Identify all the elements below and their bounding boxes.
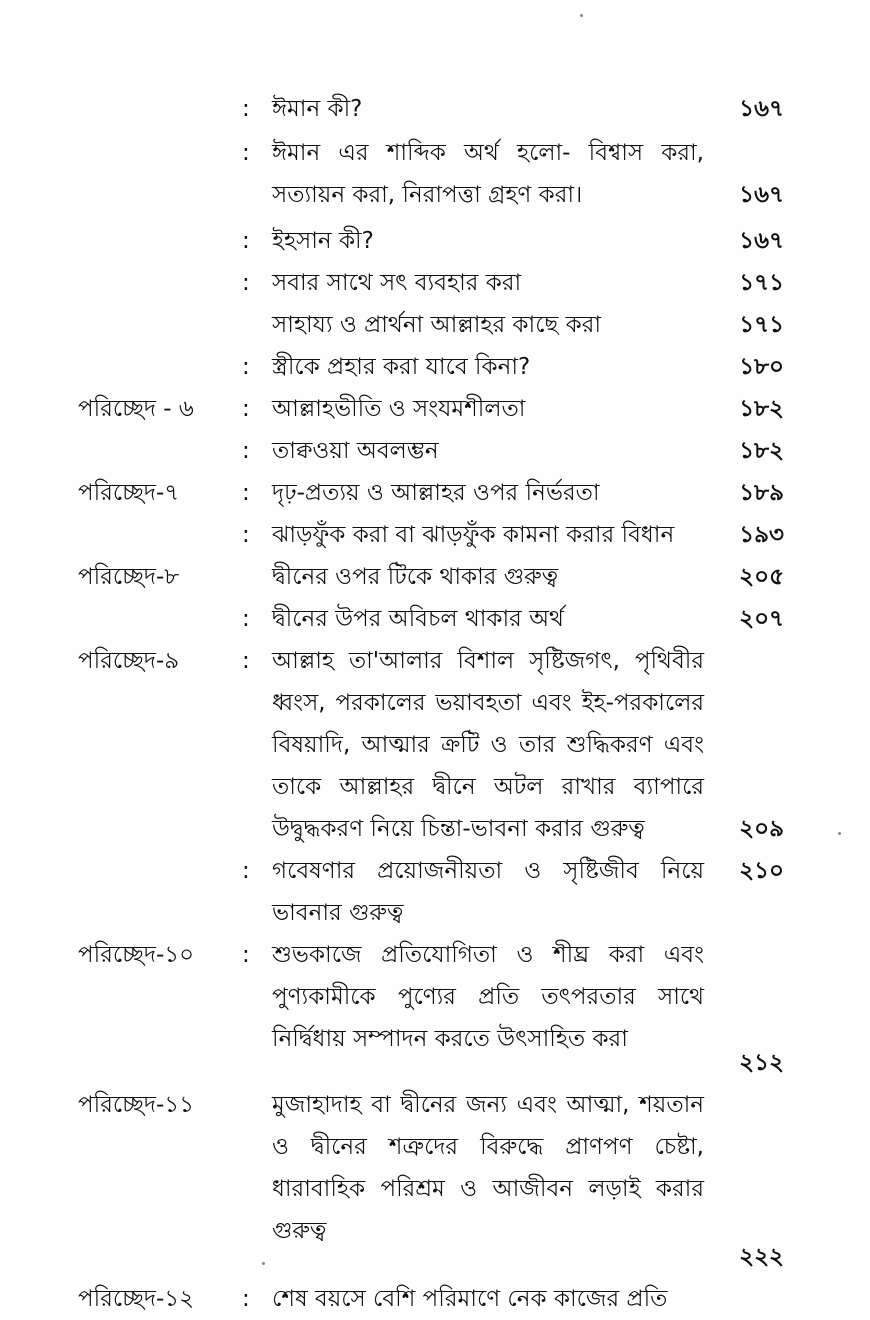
toc-entry [0,934,870,1084]
toc-page-number: ১৬৭ [739,182,784,208]
toc-page-number: ১৬৭ [739,96,784,122]
toc-colon: : [242,354,250,380]
toc-page-number: ১৮২ [739,396,784,422]
toc-colon: : [242,606,250,632]
toc-colon: : [242,522,250,548]
toc-entry [0,1084,870,1278]
toc-chapter-label: পরিচ্ছেদ - ৬ [78,396,194,422]
toc-title: সাহায্য ও প্রার্থনা আল্লাহর কাছে করা [272,312,602,338]
toc-page-number: ১৭১ [739,312,784,338]
toc-colon: : [242,396,250,422]
toc-colon: : [242,942,250,968]
toc-entry [0,346,870,388]
toc-title: ঈমান কী? [272,96,363,122]
toc-title: দ্বীনের ওপর টিকে থাকার গুরুত্ব [272,564,559,590]
toc-title: ইহসান কী? [272,228,374,254]
toc-colon: : [242,96,250,122]
toc-colon: : [242,438,250,464]
toc-page-number: ১৮০ [739,354,784,380]
toc-title: গবেষণার প্রয়োজনীয়তা ও সৃষ্টিজীব নিয়ে ভাবনার গুরুত্ব [272,858,704,926]
toc-entry [0,430,870,472]
toc-chapter-label: পরিচ্ছেদ-১০ [78,942,195,968]
toc-page-number: ১৮৯ [739,480,784,506]
toc-chapter-label: পরিচ্ছেদ-১১ [78,1092,195,1118]
toc-entry [0,850,870,934]
toc-entry [0,88,870,130]
toc-title: তাক্বওয়া অবলম্ভন [272,438,439,464]
toc-title: সবার সাথে সৎ ব্যবহার করা [272,270,522,296]
toc-title: আল্লাহভীতি ও সংযমশীলতা [272,396,526,422]
toc-entry [0,598,870,640]
toc-entry [0,220,870,262]
toc-colon: : [242,858,250,884]
toc-page-number: ২০৯ [739,816,784,842]
toc-page-number: ১৭১ [739,270,784,296]
toc-title: শুভকাজে প্রতিযোগিতা ও শীঘ্র করা এবং পুণ্যকামীকে পুণ্যের প্রতি তৎপরতার সাথে নির্দ্বিধায় সম্পাদন করতে উৎসাহিত করা [272,942,704,1052]
toc-colon: : [242,228,250,254]
toc-colon: : [242,140,250,166]
toc-entry [0,556,870,598]
toc-entry [0,388,870,430]
toc-page-number: ২০৭ [739,606,784,632]
toc-title: ঝাড়ফুঁক করা বা ঝাড়ফুঁক কামনা করার বিধান [272,522,675,548]
toc-chapter-label: পরিচ্ছেদ-৮ [78,564,180,590]
paper-speck [580,14,583,17]
toc-page-number: ১৬৭ [739,228,784,254]
toc-title: আল্লাহ তা'আলার বিশাল সৃষ্টিজগৎ, পৃথিবীর ধ্বংস, পরকালের ভয়াবহতা এবং ইহ-পরকালের বিষয়াদি, আত্মার ক্রটি ও তার শুদ্ধিকরণ এবং তাকে আল্লাহর দ্বীনে অটল রাখার ব্যাপারে উদ্বুদ্ধকরণ নিয়ে চিন্তা-ভাবনা করার গুরুত্ব [272,648,704,842]
table-of-contents [0,88,870,1320]
toc-entry [0,514,870,556]
toc-page-number: ২০৫ [739,564,784,590]
toc-title: স্ত্রীকে প্রহার করা যাবে কিনা? [272,354,531,380]
toc-title: দৃঢ়-প্রত্যয় ও আল্লাহর ওপর নির্ভরতা [272,480,600,506]
toc-entry [0,1278,870,1320]
toc-page-number: ২২২ [739,1244,784,1270]
toc-colon: : [242,480,250,506]
toc-entry [0,640,870,850]
toc-entry [0,304,870,346]
toc-colon: : [242,270,250,296]
toc-title: শেষ বয়সে বেশি পরিমাণে নেক কাজের প্রতি [272,1286,668,1312]
toc-page-number: ১৮২ [739,438,784,464]
toc-entry [0,132,870,216]
toc-colon: : [242,1286,250,1312]
toc-chapter-label: পরিচ্ছেদ-৯ [78,648,180,674]
toc-title: দ্বীনের উপর অবিচল থাকার অর্থ [272,606,564,632]
toc-page-number: ১৯৩ [739,522,784,548]
toc-title: ঈমান এর শাব্দিক অর্থ হলো- বিশ্বাস করা, সত্যায়ন করা, নিরাপত্তা গ্রহণ করা। [272,140,704,208]
toc-page-number: ২১০ [739,858,784,884]
toc-title: মুজাহাদাহ বা দ্বীনের জন্য এবং আত্মা, শয়তান ও দ্বীনের শত্রুদের বিরুদ্ধে প্রাণপণ চেষ্টা, ধারাবাহিক পরিশ্রম ও আজীবন লড়াই করার গুরুত্ব [272,1092,704,1244]
toc-chapter-label: পরিচ্ছেদ-৭ [78,480,180,506]
toc-entry [0,262,870,304]
toc-colon: : [242,648,250,674]
toc-entry [0,472,870,514]
toc-chapter-label: পরিচ্ছেদ-১২ [78,1286,195,1312]
toc-page-number: ২১২ [739,1050,784,1076]
